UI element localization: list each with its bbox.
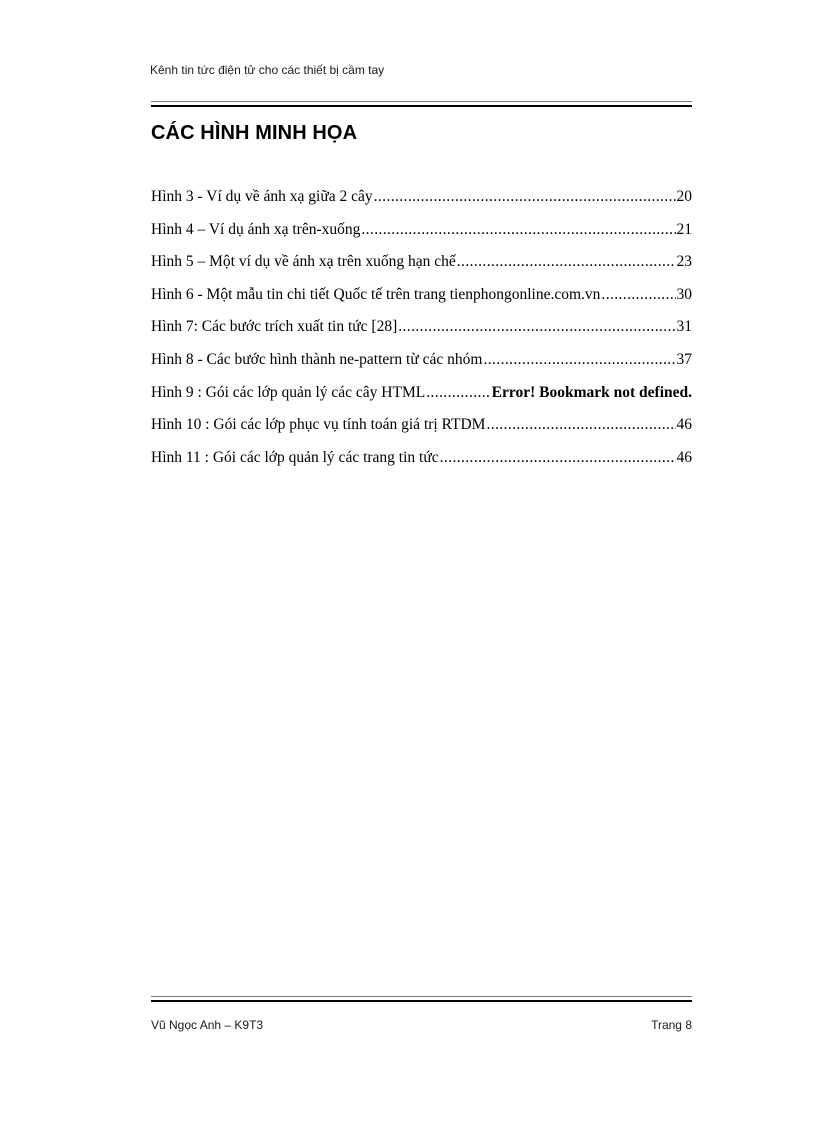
- dot-leader: [426, 381, 490, 405]
- toc-entry-page: 37: [676, 350, 692, 368]
- page-header: Kênh tin tức điện tử cho các thiết bị cầm tay: [150, 63, 385, 77]
- toc-entry-label: Hình 6 - Một mẫu tin chi tiết Quốc tế trên trang tienphongonline.com.vn: [151, 285, 601, 303]
- toc-entry-page: 21: [676, 220, 692, 238]
- toc-entry[interactable]: [151, 283, 692, 316]
- dot-leader: [361, 218, 675, 242]
- toc-entry-label: Hình 11 : Gói các lớp quản lý các trang tin tức: [151, 448, 439, 466]
- footer-author: Vũ Ngọc Anh – K9T3: [151, 1018, 264, 1032]
- table-of-figures: [151, 185, 692, 478]
- dot-leader: [601, 283, 675, 307]
- toc-entry-page: 31: [676, 318, 692, 336]
- dot-leader: [440, 446, 676, 470]
- dot-leader: [374, 185, 676, 209]
- toc-entry[interactable]: [151, 446, 692, 479]
- dot-leader: [483, 348, 675, 372]
- toc-entry[interactable]: [151, 185, 692, 218]
- toc-entry[interactable]: [151, 348, 692, 381]
- toc-entry-error: Error! Bookmark not defined.: [491, 383, 692, 401]
- toc-entry-page: 46: [676, 416, 692, 434]
- dot-leader: [486, 413, 675, 437]
- toc-entry-label: Hình 8 - Các bước hình thành ne-pattern từ các nhóm: [151, 350, 483, 368]
- toc-entry-label: Hình 3 - Ví dụ về ánh xạ giữa 2 cây: [151, 188, 373, 205]
- toc-entry-page: 23: [676, 253, 692, 271]
- section-title: CÁC HÌNH MINH HỌA: [151, 122, 358, 144]
- footer-divider: [151, 996, 692, 1002]
- toc-entry-label: Hình 10 : Gói các lớp phục vụ tính toán giá trị RTDM: [151, 416, 486, 434]
- footer-page-number: Trang 8: [651, 1018, 692, 1032]
- dot-leader: [398, 315, 675, 339]
- toc-entry-page: 20: [676, 188, 692, 205]
- toc-entry[interactable]: [151, 250, 692, 283]
- toc-entry[interactable]: [151, 218, 692, 251]
- toc-entry-page: 30: [676, 285, 692, 303]
- dot-leader: [457, 250, 676, 274]
- toc-entry[interactable]: [151, 381, 692, 414]
- toc-entry-label: Hình 7: Các bước trích xuất tin tức [28]: [151, 318, 398, 336]
- toc-entry-label: Hình 5 – Một ví dụ về ánh xạ trên xuống hạn chế: [151, 253, 456, 271]
- toc-entry[interactable]: [151, 315, 692, 348]
- toc-entry-label: Hình 9 : Gói các lớp quản lý các cây HTML: [151, 383, 426, 401]
- header-divider: [151, 101, 692, 107]
- toc-entry-page: 46: [676, 448, 692, 466]
- toc-entry-label: Hình 4 – Ví dụ ánh xạ trên-xuống: [151, 220, 361, 238]
- toc-entry[interactable]: [151, 413, 692, 446]
